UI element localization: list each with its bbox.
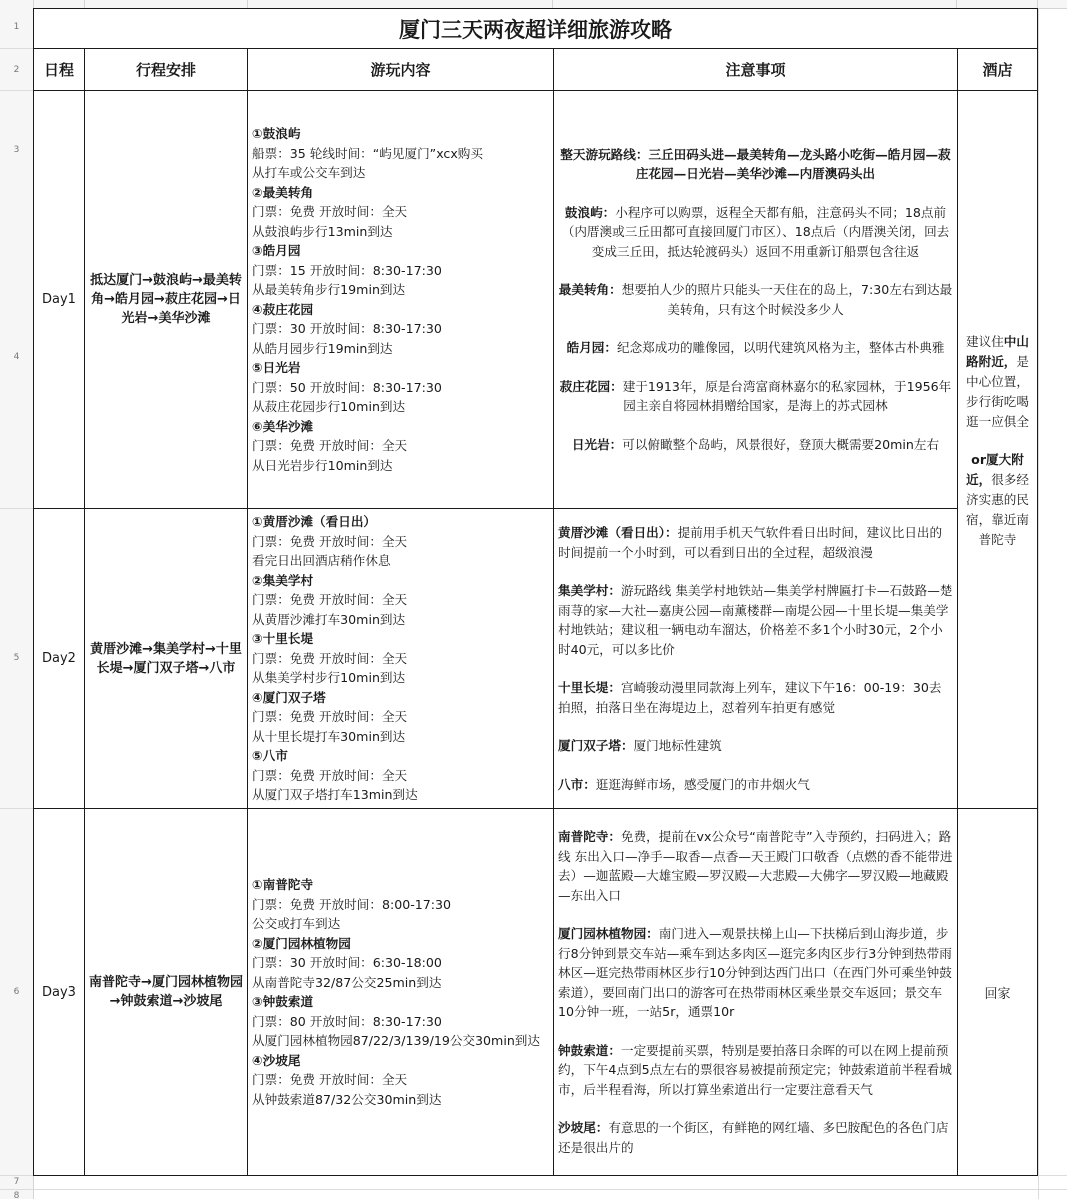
note-text: 逛逛海鲜市场，感受厦门的市井烟火气	[595, 776, 810, 792]
day3-hotel[interactable]: 回家	[957, 808, 1038, 1176]
spot-ticket: 门票：免费 开放时间：全天	[252, 592, 408, 608]
spot-transport: 从皓月园步行19min到达	[252, 340, 393, 356]
spot-name: ③皓月园	[252, 243, 301, 258]
spot-transport: 公交或打车到达	[252, 916, 341, 931]
spot-transport: 从钟鼓索道87/32公交30min到达	[252, 1091, 442, 1107]
column-header[interactable]	[247, 0, 248, 8]
hotel-option-2	[964, 450, 1031, 550]
spot-ticket: 门票：免费 开放时间：全天	[252, 709, 408, 725]
header-content[interactable]: 游玩内容	[247, 48, 554, 91]
note	[558, 736, 953, 756]
day3-notes[interactable]	[553, 808, 958, 1176]
note-label: 南普陀寺：	[558, 829, 621, 844]
column-header[interactable]	[84, 0, 85, 8]
spot-ticket: 门票：免费 开放时间：全天	[252, 767, 408, 783]
spot-name: ④菽庄花园	[252, 301, 314, 317]
page-title[interactable]: 厦门三天两夜超详细旅游攻略	[33, 8, 1038, 48]
spot-name: ④沙坡尾	[252, 1052, 301, 1068]
spot-ticket: 门票：免费 开放时间：8:00-17:30	[252, 896, 452, 912]
column-header[interactable]	[956, 0, 957, 8]
note-label: 最美转角：	[558, 282, 622, 298]
note-label: 十里长堤：	[558, 680, 621, 695]
spot-name: ①黄厝沙滩（看日出）	[252, 514, 377, 530]
note-label: 鼓浪屿：	[564, 204, 616, 220]
note	[558, 338, 953, 358]
day3-content[interactable]	[247, 808, 554, 1176]
note	[558, 145, 953, 184]
note-label: 沙坡尾：	[558, 1120, 609, 1135]
note-text: 想要拍人少的照片只能头一天住在的岛上，7:30左右到达最美转角，只有这个时候没多少人	[621, 282, 953, 317]
hotel-text: 是中心位置，步行街吃喝逛一应俱全	[966, 353, 1029, 429]
spot-transport: 从黄厝沙滩打车30min到达	[252, 611, 406, 627]
note	[558, 924, 953, 1022]
row-number[interactable]: 4	[13, 352, 20, 362]
note-label: 八市：	[558, 776, 596, 792]
spot-name: ③十里长堤	[252, 631, 314, 647]
note	[558, 280, 953, 319]
spot-transport: 从鼓浪屿步行13min到达	[252, 223, 393, 239]
hotel-text: 建议住	[966, 333, 1004, 349]
note	[558, 523, 953, 562]
row-number[interactable]: 5	[13, 653, 20, 663]
spot-name: ②厦门园林植物园	[252, 935, 351, 951]
spot-name: ⑤八市	[252, 748, 288, 764]
note	[558, 678, 953, 717]
spot-transport: 从厦门双子塔打车13min到达	[252, 787, 418, 803]
spot-transport: 看完日出回酒店稍作休息	[252, 553, 391, 569]
spot-ticket: 门票：15 开放时间：8:30-17:30	[252, 262, 442, 278]
spot-transport: 从十里长堤打车30min到达	[252, 728, 406, 744]
note-label: 皓月园：	[566, 340, 617, 356]
row-number[interactable]: 7	[13, 1177, 20, 1187]
day3-route-text: 南普陀寺→厦门园林植物园→钟鼓索道→沙坡尾	[89, 975, 243, 1009]
spot-transport: 从打车或公交车到达	[252, 165, 366, 180]
spot-transport: 从厦门园林植物园87/22/3/139/19公交30min到达	[252, 1033, 540, 1048]
hotel-text-bold: or厦大附近，	[966, 451, 1024, 487]
row-number[interactable]: 2	[13, 65, 20, 75]
note-text: 建于1913年，原是台湾富商林嘉尔的私家园林，于1956年园主亲自将园林捐赠给国家，是海上的苏式园林	[622, 378, 952, 414]
note-text: 一定要提前买票，特别是要拍落日余晖的可以在网上提前预约，下午4点到5点左右的票很容易被提前预定完；钟鼓索道前半程看城市，后半程看海，所以打算坐索道出行一定要注意看天气	[558, 1042, 952, 1097]
row-header-column	[0, 0, 34, 1199]
spot-name: ⑥美华沙滩	[252, 418, 314, 434]
spot-ticket: 门票：30 开放时间：6:30-18:00	[252, 955, 442, 970]
header-notes[interactable]: 注意事项	[553, 48, 958, 91]
header-hotel[interactable]: 酒店	[957, 48, 1038, 91]
row-number[interactable]: 1	[13, 22, 20, 32]
row-number[interactable]: 8	[13, 1191, 20, 1201]
spot-name: ⑤日光岩	[252, 360, 301, 375]
spot-ticket: 船票：35 轮线时间：“屿见厦门”xcx购买	[252, 145, 483, 161]
day1-cell[interactable]: Day1	[33, 90, 85, 509]
note-text: 南门进入—观景扶梯上山—下扶梯后到山海步道，步行8分钟到景交车站—乘车到达多肉区—逛完多肉区步行3分钟到热带雨林区—逛完热带雨林区步行10分钟到达西门出口（在西门外可乘坐钟鼓索道），要回南门出口的游客可在热带雨林区乘坐景交车返回；景交车10分钟一班，一站5r，通票10r	[558, 926, 952, 1019]
spot-name: ①南普陀寺	[252, 877, 314, 892]
spot-ticket: 门票：80 开放时间：8:30-17:30	[252, 1013, 442, 1029]
spot-transport: 从菽庄花园步行10min到达	[252, 399, 406, 414]
note-label: 日光岩：	[571, 436, 623, 452]
day1-content[interactable]	[247, 90, 554, 509]
note-text: 游玩路线 集美学村地铁站—集美学村牌匾打卡—石鼓路—楚雨荨的家—大社—嘉庚公园—南薰楼群—南堤公园—十里长堤—集美学村地铁站；建议租一辆电动车溜达，价格差不多1个小时30元，2个小时40元，可以多比价	[558, 583, 953, 657]
note-text: 免费，提前在vx公众号“南普陀寺”入寺预约，扫码进入；路线 东出入口—净手—取香—点香—天王殿门口敬香（点燃的香不能带进去）—迦蓝殿—大雄宝殿—罗汉殿—大悲殿—大佛字—罗汉殿—地藏殿—东出入口	[558, 829, 953, 903]
note-text: 可以俯瞰整个岛屿，风景很好，登顶大概需要20min左右	[622, 436, 940, 452]
spot-ticket: 门票：免费 开放时间：全天	[252, 204, 408, 219]
spot-ticket: 门票：50 开放时间：8:30-17:30	[252, 379, 442, 395]
note	[558, 581, 953, 659]
spot-name: ②集美学村	[252, 572, 314, 588]
note	[558, 203, 953, 262]
day2-route[interactable]	[84, 508, 248, 809]
day1-notes[interactable]	[553, 90, 958, 509]
note-text: 纪念郑成功的雕像园，以明代建筑风格为主，整体古朴典雅	[616, 340, 945, 356]
note-label: 集美学村：	[558, 583, 621, 598]
note-text: 厦门地标性建筑	[633, 738, 722, 753]
note-text: 有意思的一个街区，有鲜艳的网红墙、多巴胺配色的各色门店还是很出片的	[558, 1120, 949, 1155]
note-text: 提前用手机天气软件看日出时间，建议比日出的时间提前一个小时到，可以看到日出的全过程，超级浪漫	[558, 525, 943, 560]
day2-content[interactable]	[247, 508, 554, 809]
hotel-text-bold: 中山路附近，	[966, 333, 1029, 369]
spot-transport: 从集美学村步行10min到达	[252, 670, 406, 686]
day2-notes[interactable]	[553, 508, 958, 809]
spot-transport: 从最美转角步行19min到达	[252, 282, 406, 297]
spot-ticket: 门票：免费 开放时间：全天	[252, 650, 408, 666]
day3-route[interactable]	[84, 808, 248, 1176]
hotel-option-1	[964, 332, 1031, 432]
spot-name: ①鼓浪屿	[252, 126, 301, 141]
spot-name: ②最美转角	[252, 184, 314, 200]
spot-transport: 从日光岩步行10min到达	[252, 457, 393, 473]
note	[558, 827, 953, 905]
spot-name: ④厦门双子塔	[252, 689, 326, 705]
note-text: 宫崎骏动漫里同款海上列车，建议下午16：00-19：30去拍照，拍落日坐在海堤边上，怼着列车拍更有感觉	[558, 680, 942, 715]
header-schedule[interactable]: 日程	[33, 48, 85, 91]
column-header[interactable]	[552, 0, 553, 8]
spot-transport: 从南普陀寺32/87公交25min到达	[252, 974, 442, 990]
spot-ticket: 门票：30 开放时间：8:30-17:30	[252, 321, 442, 336]
note-text: 小程序可以购票，返程全天都有船，注意码头不同；18点前（内厝澳或三丘田都可直接回厦门市区）、18点后（内厝澳关闭，回去变成三丘田，抵达轮渡码头）返回不用重新订船票包含往返	[561, 204, 950, 259]
note-label: 黄厝沙滩（看日出）：	[558, 525, 678, 540]
note	[558, 377, 953, 416]
column-header[interactable]	[1037, 0, 1038, 8]
spot-ticket: 门票：免费 开放时间：全天	[252, 438, 408, 453]
day1-route-text: 抵达厦门→鼓浪屿→最美转角→皓月园→菽庄花园→日光岩→美华沙滩	[90, 273, 242, 326]
note	[558, 1118, 953, 1157]
spot-name: ③钟鼓索道	[252, 994, 314, 1009]
row-number[interactable]: 6	[13, 987, 20, 997]
note-label: 钟鼓索道：	[558, 1042, 621, 1058]
spot-ticket: 门票：免费 开放时间：全天	[252, 1072, 408, 1087]
hotel-cell[interactable]	[957, 90, 1038, 809]
day3-cell[interactable]: Day3	[33, 808, 85, 1176]
day1-route[interactable]	[84, 90, 248, 509]
day2-cell[interactable]: Day2	[33, 508, 85, 809]
day2-route-text: 黄厝沙滩→集美学村→十里长堤→厦门双子塔→八市	[90, 641, 242, 676]
note	[558, 1041, 953, 1100]
hotel-text: 很多经济实惠的民宿，靠近南普陀寺	[966, 471, 1029, 547]
header-itinerary[interactable]: 行程安排	[84, 48, 248, 91]
row-number[interactable]: 3	[13, 145, 20, 155]
note-label: 菽庄花园：	[559, 378, 623, 394]
note	[558, 775, 953, 795]
note-label: 厦门园林植物园：	[558, 926, 659, 941]
note-label: 厦门双子塔：	[558, 738, 634, 753]
spot-ticket: 门票：免费 开放时间：全天	[252, 533, 408, 549]
note	[558, 435, 953, 455]
note-text: 整天游玩路线：三丘田码头进—最美转角—龙头路小吃街—皓月园—菽庄花园—日光岩—美华沙滩—内厝澳码头出	[560, 146, 951, 182]
